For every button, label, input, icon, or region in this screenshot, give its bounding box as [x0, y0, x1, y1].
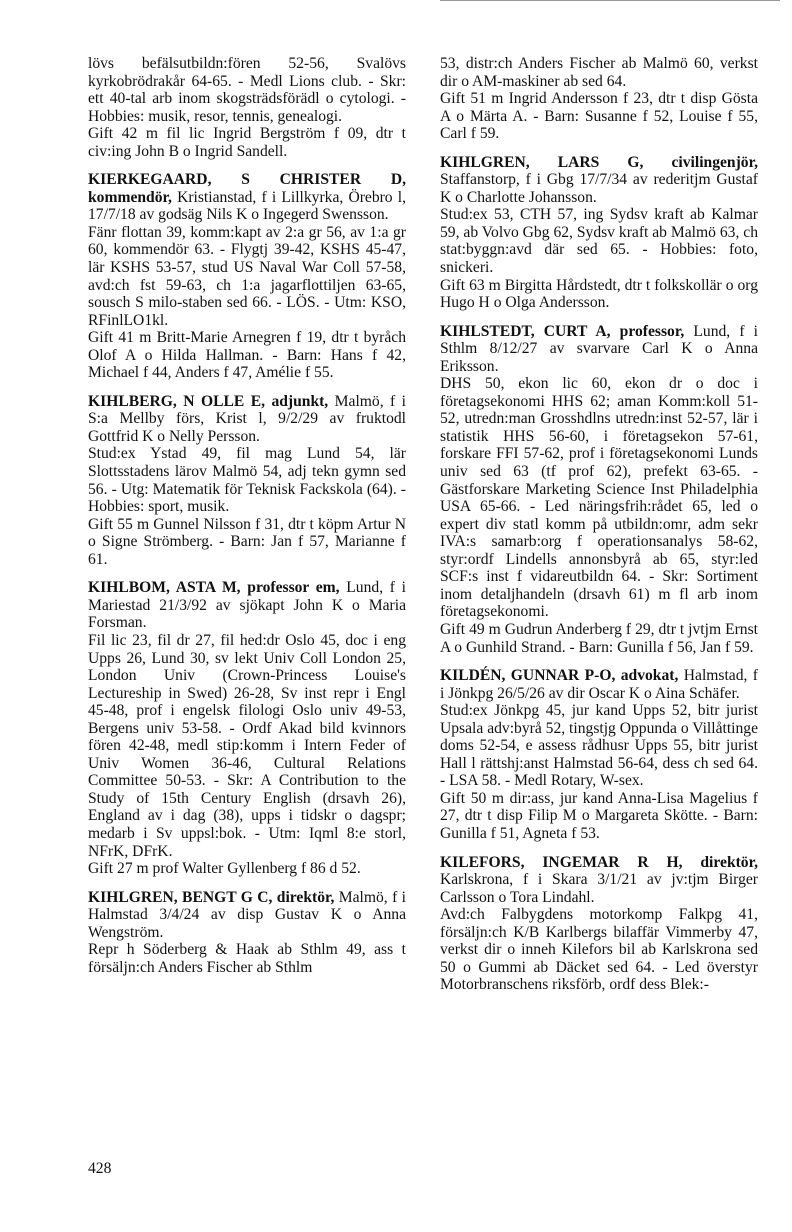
- entry-heading: KIHLGREN, BENGT G C, direktör,: [88, 888, 335, 906]
- entry-continued: [440, 55, 758, 143]
- entry-heading: KILDÉN, GUNNAR P-O, advokat,: [440, 667, 679, 685]
- entry-text: Gift 50 m dir:ass, jur kand Anna-Lisa Magelius f 27, dtr t disp Filip M o Margareta Skötte. - Barn: Gunilla f 51, Agneta f 53.: [440, 789, 758, 842]
- entry-heading: KIHLGREN, LARS G, civilingenjör,: [440, 153, 758, 171]
- entry-text: Repr h Söderberg & Haak ab Sthlm 49, ass t försäljn:ch Anders Fischer ab Sthlm: [88, 941, 406, 976]
- entry-text: Gift 27 m prof Walter Gyllenberg f 86 d 52.: [88, 860, 361, 878]
- entry-text: DHS 50, ekon lic 60, ekon dr o doc i företagsekonomi HHS 62; aman Komm:koll 51-52, utredn:man Grosshdlns utredn:inst 52-57, lär i statistik HHS 56-60, i företagsekon 57-61, forskare FFI 57-62, prof i företagsekonomi Lunds univ sed 63 (tf prof 62), prefekt 63-65. - Gästforskare Marketing Science Inst Philadelphia USA 65-66. - Led näringsfrih:rådet 65, led o expert div statl komm på utbildn:omr, adm sekr IVA:s samarb:org f operationsanalys 58-62, styr:ordf Lindells annonsbyrå ab 65, styr:led SCF:s inst f vidareutbildn 64. - Skr: Sortiment inom detaljhandeln (drsavh 61) m fl arb inom företagsekonomi.: [440, 375, 758, 621]
- entry-kilden: KILDÉN, GUNNAR P-O, advokat, Halmstad, f i Jönkpg 26/5/26 av dir Oscar K o Aina Schäfer. Stud:ex Jönkpg 45, jur kand Upps 52, bitr jurist Upsala adv:byrå 52, tingstjg Oppunda o Villåttinge doms 52-54, e assess rådhusr Upps 55, bitr jurist Hall l rättshj:anst Halmstad 56-64, dess ch sed 64. - LSA 58. - Medl Rotary, W-sex. Gift 50 m dir:ass, jur kand Anna-Lisa Magelius f 27, dtr t disp Filip M o Margareta Skötte. - Barn: Gunilla f 51, Agneta f 53.: [440, 667, 758, 842]
- entry-heading: KIHLBOM, ASTA M, professor em,: [88, 579, 340, 597]
- entry-kilefors: KILEFORS, INGEMAR R H, direktör, Karlskrona, f i Skara 3/1/21 av jv:tjm Birger Carlsson o Tora Lindahl. Avd:ch Falbygdens motorkomp Falkpg 41, försäljn:ch K/B Karlbergs bilaffär Vimmerby 47, verkst dir o inneh Kilefors bil ab Karlskrona sed 50 o Gummi ab Däcket sed 64. - Led överstyr Motorbranschens riksförb, ordf dess Blek:-: [440, 853, 758, 994]
- page-number: 428: [88, 1160, 112, 1177]
- right-column: [440, 55, 758, 1005]
- entry-kierkegaard: KIERKEGAARD, S CHRISTER D, kommendör, Kristianstad, f i Lillkyrka, Örebro l, 17/7/18 av godsäg Nils K o Ingegerd Swensson. Fänr flottan 39, komm:kapt av 2:a gr 56, av 1:a gr 60, kommendör 63. - Flygtj 39-42, KSHS 45-47, lär KSHS 53-57, stud US Naval War Coll 57-58, avd:ch fst 59-63, ch 1:a jagarflottiljen 63-65, sousch S milo-staben sed 66. - LÖS. - Utm: KSO, RFinlLO1kl. Gift 41 m Britt-Marie Arnegren f 19, dtr t byråch Olof A o Hilda Hallman. - Barn: Hans f 42, Michael f 44, Anders f 47, Amélie f 55.: [88, 171, 406, 382]
- entry-heading: KILEFORS, INGEMAR R H, direktör,: [440, 853, 758, 871]
- entry-kihlgren-lars: KIHLGREN, LARS G, civilingenjör, Staffanstorp, f i Gbg 17/7/34 av rederitjm Gustaf K o Charlotte Johansson. Stud:ex 53, CTH 57, ing Sydsv kraft ab Kalmar 59, ab Volvo Gbg 62, Sydsv kraft ab Malmö 63, ch stat:byggn:avd där sed 65. - Hobbies: foto, snickeri. Gift 63 m Birgitta Hårdstedt, dtr t folkskollär o org Hugo H o Olga Andersson.: [440, 153, 758, 312]
- entry-text: Gift 49 m Gudrun Anderberg f 29, dtr t jvtjm Ernst A o Gunhild Strand. - Barn: Gunilla f 56, Jan f 59.: [440, 620, 758, 656]
- entry-text: Stud:ex Jönkpg 45, jur kand Upps 52, bitr jurist Upsala adv:byrå 52, tingstjg Oppunda o Villåttinge doms 52-54, e assess rådhusr Upps 55, bitr jurist Hall l rättshj:anst Halmstad 56-64, dess ch sed 64. - LSA 58. - Medl Rotary, W-sex.: [440, 702, 758, 790]
- entry-kihlbom: KIHLBOM, ASTA M, professor em, Lund, f i Mariestad 21/3/92 av sjökapt John K o Maria Forsman. Fil lic 23, fil dr 27, fil hed:dr Oslo 45, doc i eng Upps 26, Lund 30, sv lekt Univ Coll London 25, London Univ (Crown-Princess Louise's Lectureship in Swed) 26-28, Sv inst repr i Engl 45-48, prof i engelsk filologi Oslo univ 49-53, Bergens univ 53-58. - Ordf Akad bild kvinnors fören 42-48, medl stip:komm i Intern Feder of Univ Women 36-46, Cultural Relations Committee 50-53. - Skr: A Contribution to the Study of 15th Century English (drsavh 26), England av i dag (38), upps i tidskr o dagspr; medarb i Sv uppsl:bok. - Utm: Iqml 8:e storl, NFrK, DFrK. Gift 27 m prof Walter Gyllenberg f 86 d 52.: [88, 579, 406, 878]
- entry-continued: [88, 55, 406, 160]
- entry-text: Fil lic 23, fil dr 27, fil hed:dr Oslo 45, doc i eng Upps 26, Lund 30, sv lekt Univ Coll London 25, London Univ (Crown-Princess Louise's Lectureship in Swed) 26-28, Sv inst repr i Engl 45-48, prof i engelsk filologi Oslo univ 49-53, Bergens univ 53-58. - Ordf Akad bild kvinnors fören 42-48, medl stip:komm i Intern Feder of Univ Women 36-46, Cultural Relations Committee 50-53. - Skr: A Contribution to the Study of 15th Century English (drsavh 26), England av i dag (38), upps i tidskr o dagspr; medarb i Sv uppsl:bok. - Utm: Iqml 8:e storl, NFrK, DFrK.: [88, 631, 406, 860]
- entry-text: Stud:ex 53, CTH 57, ing Sydsv kraft ab Kalmar 59, ab Volvo Gbg 62, Sydsv kraft ab Malmö 63, ch stat:byggn:avd där sed 65. - Hobbies: foto, snickeri.: [440, 206, 758, 277]
- entry-kihlgren-bengt: KIHLGREN, BENGT G C, direktör, Malmö, f i Halmstad 3/4/24 av disp Gustav K o Anna Wengström. Repr h Söderberg & Haak ab Sthlm 49, ass t försäljn:ch Anders Fischer ab Sthlm: [88, 888, 406, 976]
- entry-text: Gift 55 m Gunnel Nilsson f 31, dtr t köpm Artur N o Signe Strömberg. - Barn: Jan f 57, Marianne f 61.: [88, 515, 406, 568]
- entry-heading: KIHLBERG, N OLLE E, adjunkt,: [88, 392, 329, 410]
- entry-text: 53, distr:ch Anders Fischer ab Malmö 60, verkst dir o AM-maskiner ab sed 64.: [440, 55, 758, 90]
- entry-text: Avd:ch Falbygdens motorkomp Falkpg 41, försäljn:ch K/B Karlbergs bilaffär Vimmerby 47, verkst dir o inneh Kilefors bil ab Karlskrona sed 50 o Gummi ab Däcket sed 64. - Led överstyr Motorbranschens riksförb, ordf dess Blek:-: [440, 906, 758, 994]
- entry-heading: KIHLSTEDT, CURT A, professor,: [440, 322, 685, 340]
- entry-text: Gift 51 m Ingrid Andersson f 23, dtr t disp Gösta A o Märta A. - Barn: Susanne f 52, Louise f 55, Carl f 59.: [440, 90, 758, 143]
- entry-text: Gift 63 m Birgitta Hårdstedt, dtr t folkskollär o org Hugo H o Olga Andersson.: [440, 276, 758, 312]
- left-column: [88, 55, 406, 987]
- entry-text: Gift 42 m fil lic Ingrid Bergström f 09, dtr t civ:ing John B o Ingrid Sandell.: [88, 125, 406, 160]
- top-rule: [440, 0, 780, 1]
- entry-text: Gift 41 m Britt-Marie Arnegren f 19, dtr t byråch Olof A o Hilda Hallman. - Barn: Hans f 42, Michael f 44, Anders f 47, Amélie f 55.: [88, 329, 406, 382]
- entry-text: Stud:ex Ystad 49, fil mag Lund 54, lär Slottsstadens lärov Malmö 54, adj tekn gymn sed 56. - Utg: Matematik för Teknisk Fackskola (64). - Hobbies: sport, musik.: [88, 445, 406, 516]
- entry-heading: KIERKEGAARD, S CHRISTER D, kommendör,: [88, 171, 406, 206]
- entry-text: Fänr flottan 39, komm:kapt av 2:a gr 56, av 1:a gr 60, kommendör 63. - Flygtj 39-42, KSHS 45-47, lär KSHS 53-57, stud US Naval War Coll 57-58, avd:ch fst 59-63, ch 1:a jagarflottiljen 63-65, sousch S milo-staben sed 66. - LÖS. - Utm: KSO, RFinlLO1kl.: [88, 223, 406, 329]
- entry-kihlberg: KIHLBERG, N OLLE E, adjunkt, Malmö, f i S:a Mellby förs, Krist l, 9/2/29 av fruktodl Gottfrid K o Nelly Persson. Stud:ex Ystad 49, fil mag Lund 54, lär Slottsstadens lärov Malmö 54, adj tekn gymn sed 56. - Utg: Matematik för Teknisk Fackskola (64). - Hobbies: sport, musik. Gift 55 m Gunnel Nilsson f 31, dtr t köpm Artur N o Signe Strömberg. - Barn: Jan f 57, Marianne f 61.: [88, 392, 406, 568]
- entry-kihlstedt: KIHLSTEDT, CURT A, professor, Lund, f i Sthlm 8/12/27 av svarvare Carl K o Anna Eriksson. DHS 50, ekon lic 60, ekon dr o doc i företagsekonomi HHS 62; aman Komm:koll 51-52, utredn:man Grosshdlns utredn:inst 52-57, lär i statistik HHS 56-60, i företagsekon 57-61, forskare FFI 57-62, prof i företagsekonomi Lunds univ sed 63 (tf prof 62), prefekt 63-65. - Gästforskare Marketing Science Inst Philadelphia USA 65-66. - Led näringsfrih:rådet 65, led o expert div statl komm på utbildn:omr, adm sekr IVA:s samarb:org f operationsanalys 58-62, styr:ordf Lindells annonsbyrå ab 65, styr:led SCF:s inst f vidareutbildn 64. - Skr: Sortiment inom detaljhandeln (drsavh 61) m fl arb inom företagsekonomi. Gift 49 m Gudrun Anderberg f 29, dtr t jvtjm Ernst A o Gunhild Strand. - Barn: Gunilla f 56, Jan f 59.: [440, 322, 758, 656]
- entry-text: lövs befälsutbildn:fören 52-56, Svalövs kyrkobrödrakår 64-65. - Medl Lions club. - Skr: ett 40-tal arb inom skogsträdsförädl o cytologi. - Hobbies: musik, resor, tennis, genealogi.: [88, 55, 406, 125]
